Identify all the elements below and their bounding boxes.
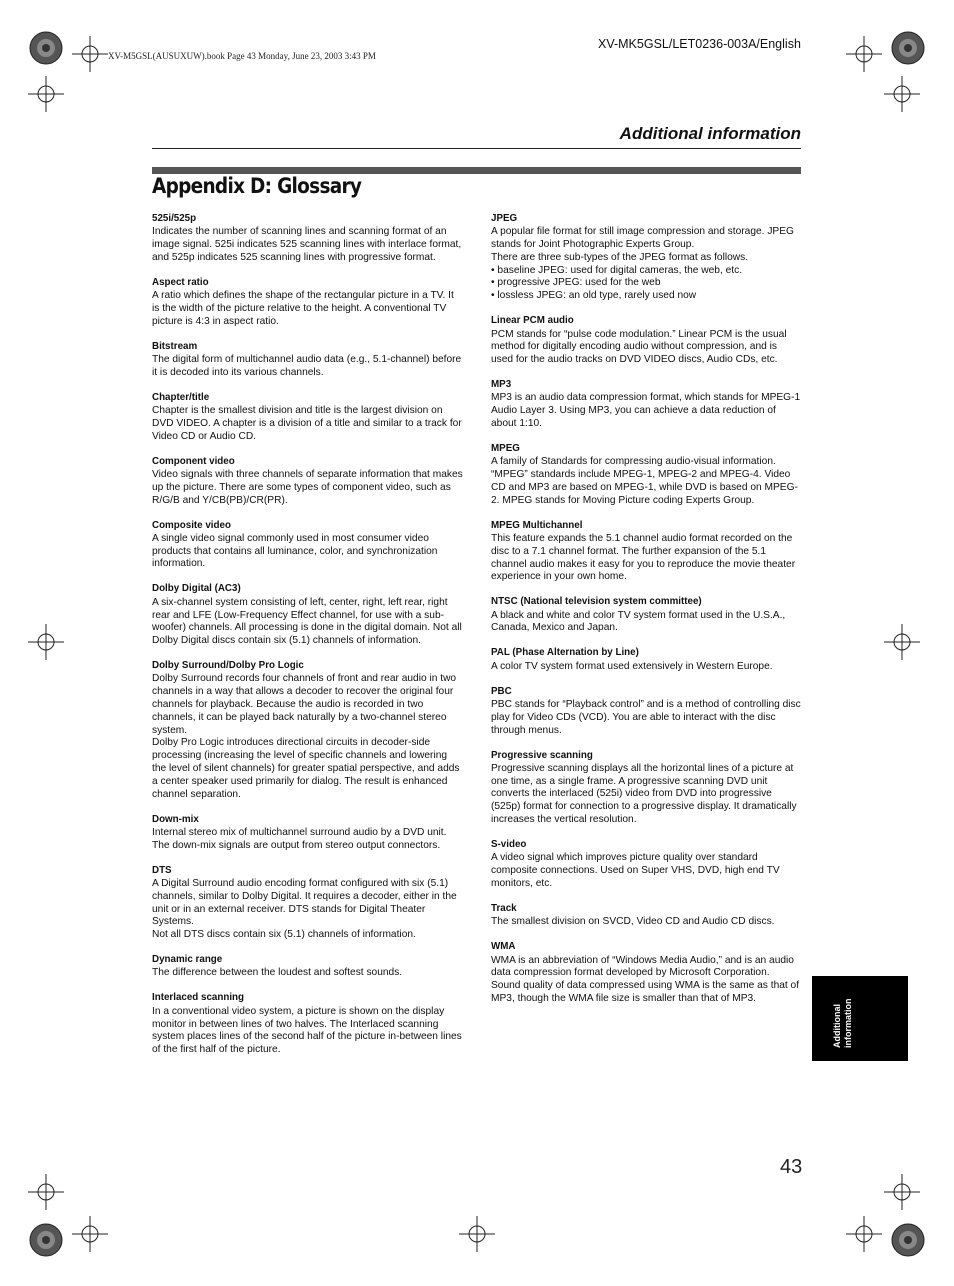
crosshair-mark-middle-left (28, 624, 64, 660)
definition-paragraph: This feature expands the 5.1 channel audio format recorded on the disc to a 7.1 channel format. The further expansion of the 5.1 channel audio makes it easy for you to reproduce the movie theater experience in your own home. (491, 532, 796, 583)
definition-bullet: • progressive JPEG: used for the web (491, 277, 801, 290)
glossary-definition (152, 469, 464, 507)
color-wheel-mark-top-left (28, 30, 64, 66)
definition-paragraph: Dolby Surround records four channels of front and rear audio in two channels in a way that allows a decoder to recover the original four channels for playback. Because the audio is recorded in two channels, it can be played back naturally by a two-channel stereo system. (152, 673, 457, 736)
glossary-definition (491, 226, 801, 303)
glossary-term: MPEG Multichannel (491, 519, 583, 531)
definition-paragraph: A black and white and color TV system format used in the U.S.A., Canada, Mexico and Japan. (491, 609, 786, 634)
color-wheel-mark-bottom-right (890, 1222, 926, 1258)
crosshair-mark-bottom-left (72, 1216, 108, 1252)
glossary-entry (491, 596, 801, 635)
definition-paragraph: A popular file format for still image compression and storage. JPEG stands for Joint Photographic Experts Group. (491, 226, 794, 251)
definition-paragraph: Progressive scanning displays all the horizontal lines of a picture at one time, as a single frame. A progressive scanning DVD unit converts the interlaced (525i) video from DVD into progressive (525p) format for connection to a progressive display. It dramatically increases the vertical resolution. (491, 762, 797, 826)
glossary-term: Chapter/title (152, 391, 210, 403)
definition-paragraph: Chapter is the smallest division and title is the largest division on DVD VIDEO. A chapter is a division of a title and similar to a track for Video CD or Audio CD. (152, 405, 462, 442)
definition-paragraph: PBC stands for “Playback control” and is a method of controlling disc play for Video CDs (VCD). You are able to interact with the disc through menus. (491, 699, 801, 736)
glossary-entry (491, 941, 801, 1005)
crosshair-mark-top-right (846, 36, 882, 72)
glossary-definition (152, 533, 464, 571)
glossary-entry (491, 213, 801, 303)
glossary-term: MP3 (491, 379, 512, 391)
definition-paragraph: Dolby Pro Logic introduces directional circuits in decoder-side processing (increasing the level of specific channels and lowering the level of silent channels) for greater spatial perspective, and adds a center speaker used primarily for dialog. The result is enhanced channel separation. (152, 737, 460, 800)
glossary-definition (491, 699, 801, 737)
glossary-term: PAL (Phase Alternation by Line) (491, 647, 639, 659)
glossary-term: WMA (491, 941, 516, 953)
glossary-entry (491, 647, 801, 673)
glossary-definition (491, 392, 801, 430)
glossary-definition (491, 661, 801, 674)
crosshair-mark-bottom-right (846, 1216, 882, 1252)
definition-paragraph: Not all DTS discs contain six (5.1) channels of information. (152, 929, 416, 941)
glossary-term: Dynamic range (152, 954, 223, 966)
glossary-definition (152, 827, 464, 853)
file-info: XV-M5GSL(AUSUXUW).book Page 43 Monday, June 23, 2003 3:43 PM (108, 51, 376, 61)
glossary-term: Linear PCM audio (491, 315, 574, 327)
glossary-entry (152, 341, 464, 380)
glossary-entry (152, 954, 464, 980)
definition-paragraph: The digital form of multichannel audio data (e.g., 5.1-channel) before it is decoded into its various channels. (152, 354, 462, 378)
side-tab-label (832, 999, 853, 1049)
glossary-entry (152, 456, 464, 508)
glossary-entry (152, 392, 464, 444)
glossary-definition (152, 405, 464, 443)
definition-paragraph: A six-channel system consisting of left, center, right, left rear, right rear and LFE (Low-Frequency Effect channel, for use with a sub-woofer) channels. All processing is done in the digital domain. Not all Dolby Digital discs contain six (5.1) channels of information. (152, 596, 462, 647)
section-header: Additional information (619, 124, 801, 143)
glossary-definition (491, 852, 801, 890)
glossary-entry (152, 213, 464, 265)
glossary-term: Interlaced scanning (152, 992, 245, 1004)
crosshair-mark-bottom-center (459, 1216, 495, 1252)
definition-paragraph: A family of Standards for compressing audio-visual information. “MPEG” standards include MPEG-1, MPEG-2 and MPEG-4. Video CD and MP3 are based on MPEG-1, while DVD is based on MPEG-2. MPEG stands for Moving Picture coding Experts Group. (491, 456, 798, 506)
glossary-entry (152, 277, 464, 329)
glossary-entry (152, 865, 464, 942)
definition-paragraph: A single video signal commonly used in most consumer video products that contains all luminance, color, and synchronization information. (152, 532, 438, 570)
glossary-term: DTS (152, 864, 172, 876)
glossary-entry (491, 686, 801, 738)
glossary-entry (491, 750, 801, 827)
page-number: 43 (780, 1156, 803, 1178)
color-wheel-mark-bottom-left (28, 1222, 64, 1258)
glossary-definition (491, 610, 801, 636)
definition-paragraph: The difference between the loudest and softest sounds. (152, 967, 403, 979)
glossary-definition (491, 916, 801, 929)
glossary-term: MPEG (491, 443, 520, 455)
side-tab (812, 976, 908, 1061)
glossary-entry (491, 379, 801, 431)
crosshair-mark-top-left (72, 36, 108, 72)
glossary-term: S-video (491, 839, 527, 851)
glossary-term: PBC (491, 685, 512, 697)
glossary-definition (491, 955, 801, 1006)
glossary-definition (152, 967, 464, 980)
glossary-term: Component video (152, 455, 235, 467)
glossary-definition (491, 533, 801, 584)
definition-bullet: • lossless JPEG: an old type, rarely used now (491, 290, 801, 303)
glossary-entry (152, 583, 464, 647)
glossary-definition (152, 673, 464, 801)
glossary-entry (491, 903, 801, 929)
glossary-term: Track (491, 902, 517, 914)
right-column (491, 213, 801, 1018)
glossary-definition (152, 1006, 464, 1057)
glossary-term: 525i/525p (152, 213, 197, 224)
definition-paragraph: A video signal which improves picture quality over standard composite connections. Used on Super VHS, DVD, high end TV monitors, etc. (491, 852, 780, 889)
page-title: Appendix D: Glossary (152, 174, 362, 198)
glossary-entry (491, 520, 801, 584)
glossary-term: JPEG (491, 213, 518, 224)
glossary-entry (152, 992, 464, 1056)
definition-paragraph: Indicates the number of scanning lines and scanning format of an image signal. 525i indicates 525 scanning lines with interlace format, and 525p indicates 525 scanning lines with progressive format. (152, 226, 462, 263)
header-rule (152, 148, 801, 149)
glossary-term: Dolby Surround/Dolby Pro Logic (152, 660, 304, 672)
color-wheel-mark-top-right (890, 30, 926, 66)
definition-paragraph: PCM stands for “pulse code modulation.” Linear PCM is the usual method for digitally encoding audio without compression, and is used for the audio tracks on DVD VIDEO discs, Audio CDs, etc. (491, 328, 787, 366)
definition-paragraph: There are three sub-types of the JPEG format as follows. (491, 251, 749, 263)
definition-paragraph: A Digital Surround audio encoding format configured with six (5.1) channels, similar to Dolby Digital. It requires a decoder, either in the unit or in an external receiver. DTS stands for Digital Theater Systems. (152, 877, 457, 928)
definition-paragraph: WMA is an abbreviation of “Windows Media Audio,” and is an audio data compression format developed by Microsoft Corporation. Sound quality of data compressed using WMA is the same as that of MP3, though the WMA file size is smaller than that of MP3. (491, 954, 800, 1004)
model-code: XV-MK5GSL/LET0236-003A/English (598, 37, 801, 51)
definition-paragraph: Internal stereo mix of multichannel surround audio by a DVD unit. The down-mix signals are output from stereo output connectors. (152, 826, 447, 851)
glossary-entry (152, 660, 464, 801)
definition-bullet: • baseline JPEG: used for digital cameras, the web, etc. (491, 265, 801, 278)
crosshair-mark-middle-right (884, 624, 920, 660)
crosshair-mark-lower-right (884, 1174, 920, 1210)
glossary-definition (491, 763, 801, 827)
glossary-definition (491, 329, 801, 367)
glossary-entry (152, 520, 464, 572)
left-column (152, 213, 464, 1069)
glossary-term: Composite video (152, 519, 231, 531)
glossary-term: Down-mix (152, 813, 199, 825)
glossary-definition (152, 597, 464, 648)
side-tab-line-2: information (842, 998, 853, 1048)
definition-paragraph: The smallest division on SVCD, Video CD and Audio CD discs. (491, 916, 775, 928)
glossary-definition (152, 226, 464, 264)
glossary-entry (491, 315, 801, 367)
glossary-entry (152, 814, 464, 853)
glossary-definition (152, 354, 464, 380)
glossary-term: Dolby Digital (AC3) (152, 583, 241, 595)
glossary-term: NTSC (National television system committee) (491, 596, 702, 608)
crosshair-mark-lower-left (28, 1174, 64, 1210)
glossary-definition (152, 290, 464, 328)
glossary-entry (491, 839, 801, 891)
glossary-definition (152, 878, 464, 942)
glossary-definition (491, 456, 801, 507)
glossary-entry (491, 443, 801, 507)
title-bar (152, 167, 801, 174)
definition-paragraph: A color TV system format used extensively in Western Europe. (491, 660, 773, 672)
side-tab-line-1: Additional (832, 1004, 842, 1048)
glossary-term: Bitstream (152, 340, 198, 352)
definition-paragraph: In a conventional video system, a picture is shown on the display monitor in between lines of two halves. The Interlaced scanning system places lines of the second half of the picture in-between lines of the first half of the picture. (152, 1005, 462, 1056)
definition-paragraph: Video signals with three channels of separate information that makes up the picture. There are some types of component video, such as R/G/B and Y/CB(PB)/CR(PR). (152, 469, 463, 506)
definition-paragraph: MP3 is an audio data compression format, which stands for MPEG-1 Audio Layer 3. Using MP3, you can achieve a data reduction of about 1:10. (491, 392, 801, 430)
definition-paragraph: A ratio which defines the shape of the rectangular picture in a TV. It is the width of the picture relative to the height. A conventional TV picture is 4:3 in aspect ratio. (152, 290, 454, 327)
crosshair-mark-upper-left (28, 76, 64, 112)
glossary-term: Progressive scanning (491, 749, 593, 761)
glossary-term: Aspect ratio (152, 276, 209, 288)
crosshair-mark-upper-right (884, 76, 920, 112)
